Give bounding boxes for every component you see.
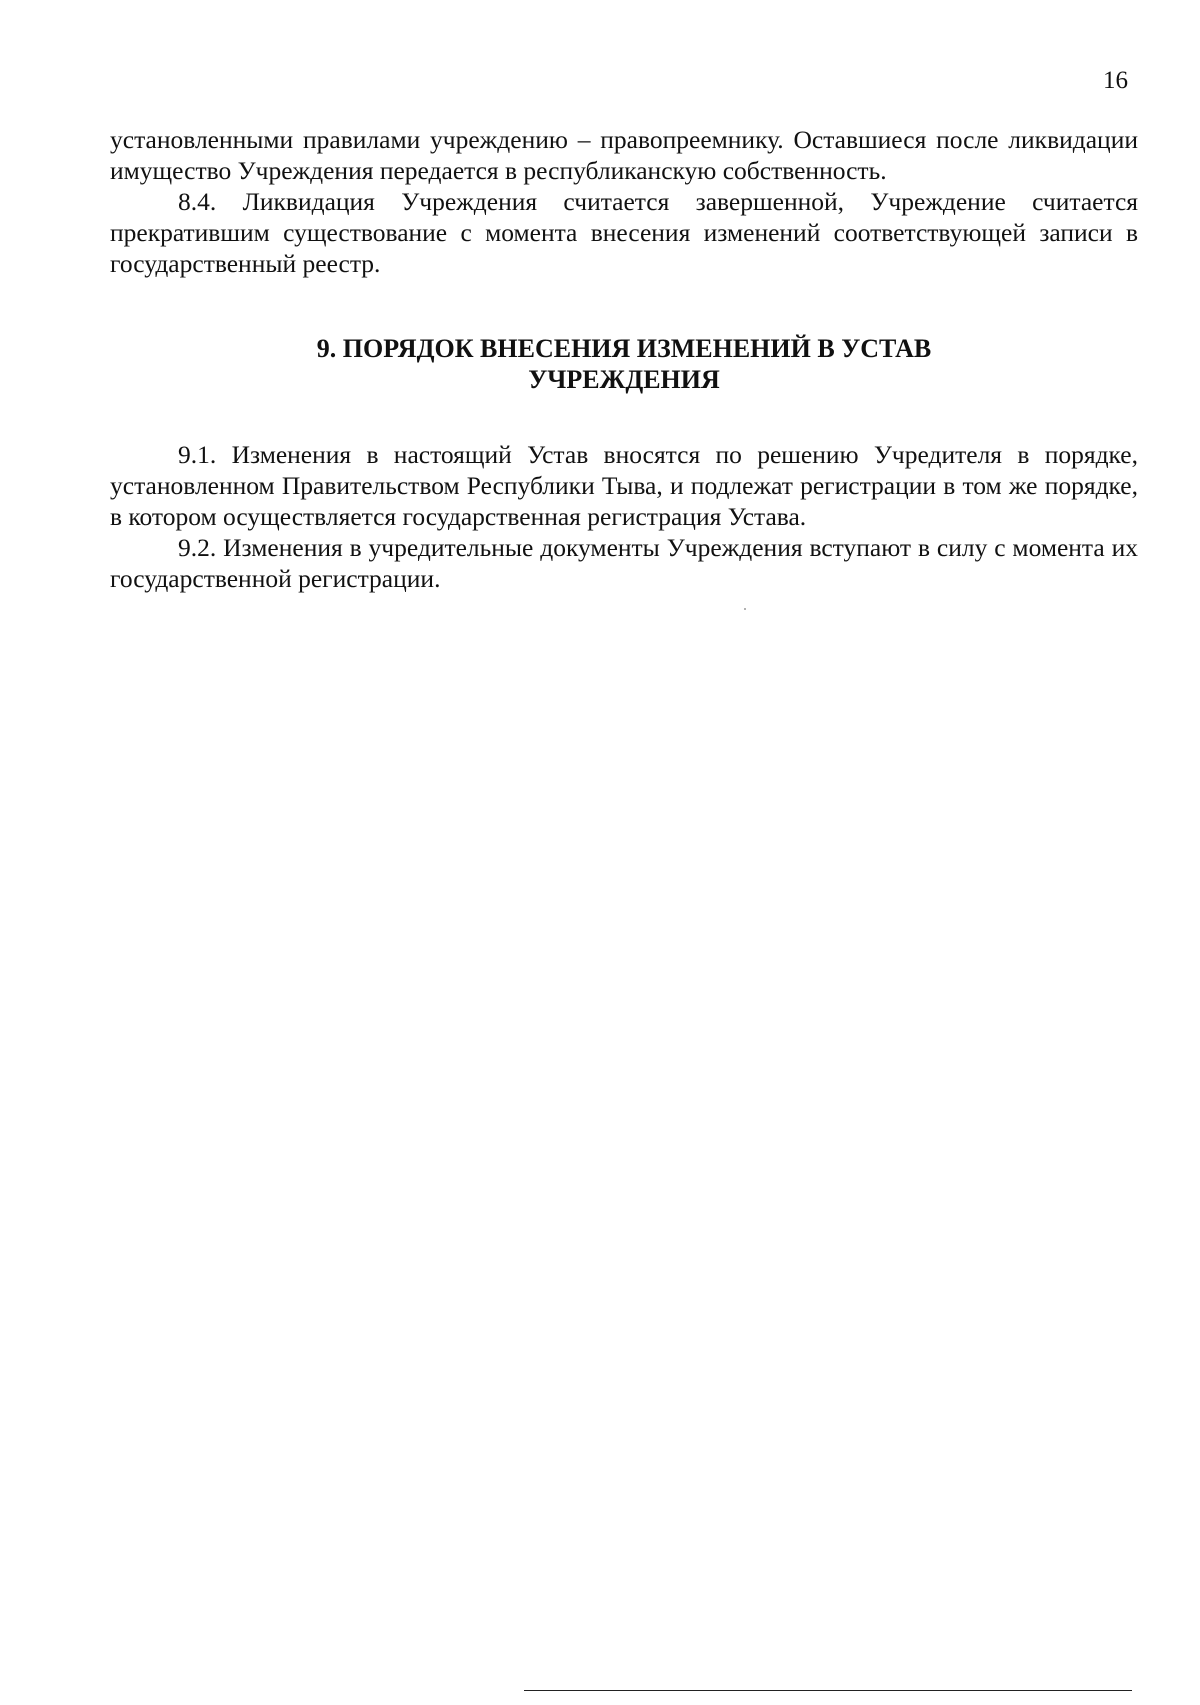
footer-rule: [524, 1690, 1132, 1691]
paragraph-8-3-continuation: установленными правилами учреждению – правопреемнику. Оставшиеся после ликвидации имущество Учреждения передается в республиканскую собственность.: [110, 125, 1138, 185]
scan-speck: [744, 608, 746, 610]
section-9-heading: [110, 333, 1138, 395]
section-heading-line-2: УЧРЕЖДЕНИЯ: [528, 365, 720, 394]
document-body: [110, 124, 1138, 594]
page-number: 16: [1103, 67, 1128, 94]
paragraph-9-2: 9.2. Изменения в учредительные документы Учреждения вступают в силу с момента их государственной регистрации.: [110, 533, 1138, 593]
paragraph-8-4: 8.4. Ликвидация Учреждения считается завершенной, Учреждение считается прекратившим существование с момента внесения изменений соответствующей записи в государственный реестр.: [110, 187, 1138, 278]
section-heading-line-1: 9. ПОРЯДОК ВНЕСЕНИЯ ИЗМЕНЕНИЙ В УСТАВ: [316, 334, 932, 363]
paragraph-9-1: 9.1. Изменения в настоящий Устав вносятся по решению Учредителя в порядке, установленном Правительством Республики Тыва, и подлежат регистрации в том же порядке, в котором осуществляется государственная регистрация Устава.: [110, 440, 1138, 531]
